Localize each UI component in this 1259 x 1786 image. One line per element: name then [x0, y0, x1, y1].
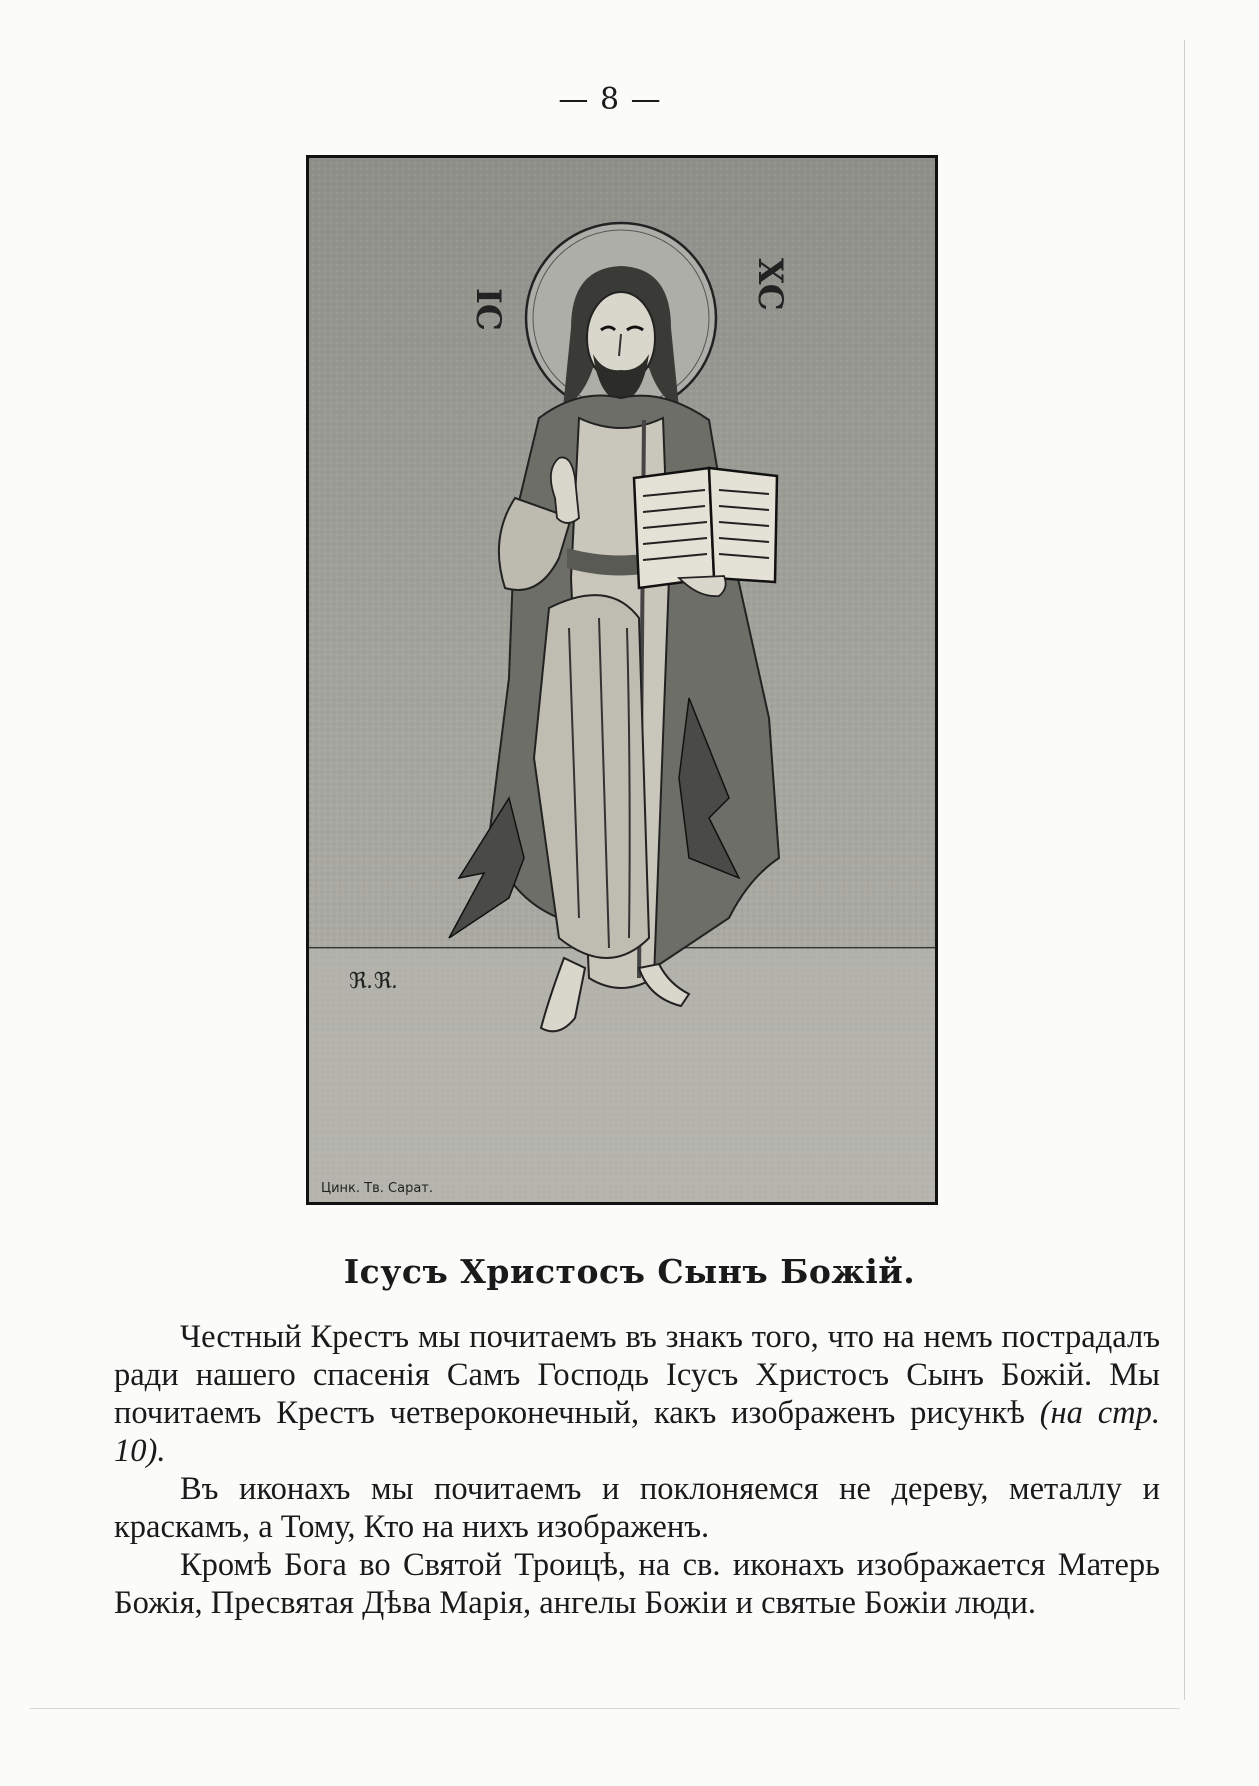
- page-number: — 8 —: [558, 82, 662, 117]
- body-text: [114, 1318, 1160, 1622]
- icon-illustration: [306, 155, 938, 1205]
- paragraph-1-text: Честный Крестъ мы почитаемъ въ знакъ того, что на немъ пострадалъ ради нашего спасенiя Самъ Господь Iсусъ Христосъ Сынъ Божiй. Мы почитаемъ Крестъ четвероконечный, какъ изображенъ рисункѣ: [114, 1319, 1160, 1431]
- inscription-ic: IC: [468, 288, 508, 331]
- inscription-xc: XC: [750, 258, 790, 311]
- paragraph-1: [114, 1318, 1160, 1470]
- page-reference: (на стр. 10).: [114, 1395, 1161, 1469]
- gospel-book: [634, 468, 777, 596]
- christ-pantocrator-icon: [309, 158, 935, 1202]
- page-edge-bottom: [30, 1708, 1180, 1709]
- svg-text:ℜ.ℜ.: ℜ.ℜ.: [349, 969, 399, 994]
- icon-caption: Iсусъ Христосъ Сынъ Божiй.: [343, 1252, 916, 1291]
- printer-signature: Цинк. Тв. Сарат.: [321, 1181, 433, 1196]
- paragraph-3: Кромѣ Бога во Святой Троицѣ, на св. иконахъ изображается Матерь Божiя, Пресвятая Дѣва Марiя, ангелы Божiи и святые Божiи люди.: [114, 1547, 1160, 1621]
- page-edge-right: [1184, 40, 1185, 1700]
- paragraph-2: Въ иконахъ мы почитаемъ и поклоняемся не дереву, металлу и краскамъ, а Тому, Кто на нихъ изображенъ.: [114, 1471, 1160, 1545]
